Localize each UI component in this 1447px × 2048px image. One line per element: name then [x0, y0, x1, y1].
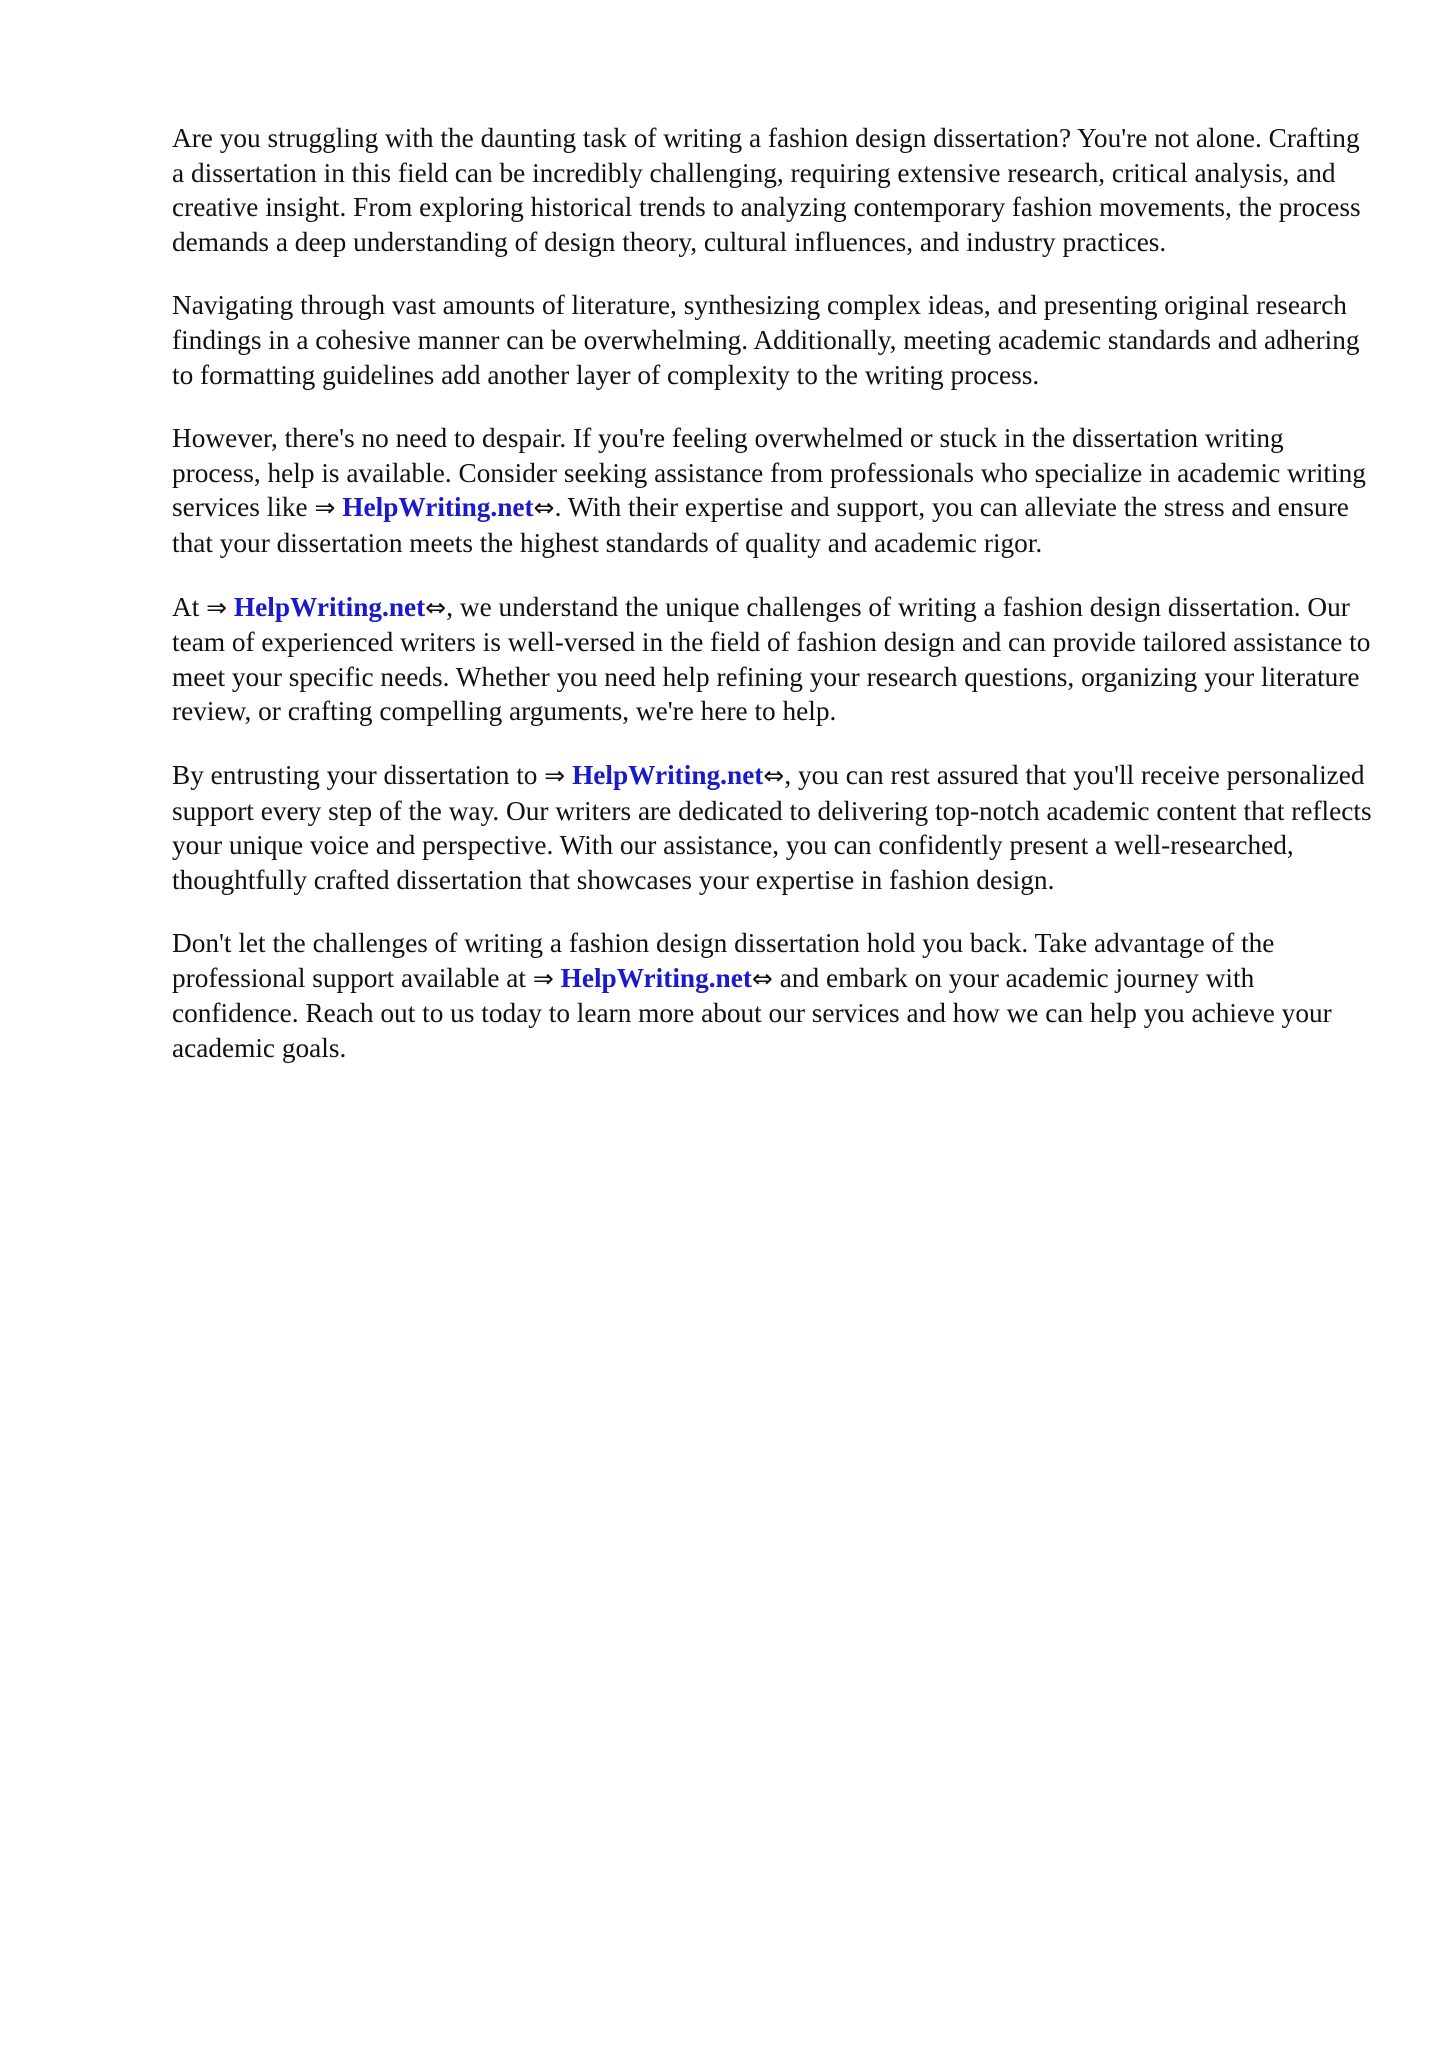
paragraph-closing: [172, 926, 1377, 1065]
paragraph-text-after: , we understand the unique challenges of writing a fashion design dissertation. Our team of experienced writers is well-versed in the field of fashion design and can provide tailored assistance to meet your specific needs. Whether you need help refining your research questions, organizing your literature review, or crafting compelling arguments, we're here to help.: [172, 591, 1371, 727]
double-arrow-icon: ⇔: [425, 592, 447, 622]
double-arrow-icon: ⇔: [533, 493, 555, 523]
helpwriting-link[interactable]: HelpWriting.net: [233, 591, 426, 622]
paragraph-text-after: and embark on your academic journey with confidence. Reach out to us today to learn more about our services and how we can help you achieve your academic goals.: [172, 962, 1332, 1064]
right-arrow-icon: ⇒: [544, 760, 566, 790]
double-arrow-icon: ⇔: [751, 963, 773, 993]
paragraph-text-before: At: [172, 591, 207, 622]
right-arrow-icon: ⇒: [314, 493, 336, 523]
helpwriting-link[interactable]: HelpWriting.net: [560, 962, 752, 993]
helpwriting-link[interactable]: HelpWriting.net: [342, 492, 534, 523]
double-arrow-icon: ⇔: [763, 760, 785, 790]
paragraph-challenges: [172, 288, 1377, 392]
paragraph-text-before: By entrusting your dissertation to: [172, 759, 545, 790]
paragraph-text-after: . With their expertise and support, you can alleviate the stress and ensure that your dissertation meets the highest standards of quality and academic rigor.: [172, 492, 1349, 558]
paragraph-text-before: Don't let the challenges of writing a fashion design dissertation hold you back. Take advantage of the professional support available at: [172, 928, 1275, 993]
paragraph-help-available: [172, 421, 1377, 560]
paragraph-text-after: , you can rest assured that you'll receive personalized support every step of the way. Our writers are dedicated to delivering top-notch academic content that reflects your unique voice and perspective. With our assistance, you can confidently present a well-researched, thoughtfully crafted dissertation that showcases your expertise in fashion design.: [172, 759, 1372, 895]
paragraph-text: Navigating through vast amounts of literature, synthesizing complex ideas, and presenting original research findings in a cohesive manner can be overwhelming. Additionally, meeting academic standards and adhering to formatting guidelines add another layer of complexity to the writing process.: [172, 290, 1360, 390]
paragraph-entrusting: [172, 758, 1377, 897]
right-arrow-icon: ⇒: [532, 963, 554, 993]
paragraph-intro: [172, 121, 1377, 259]
right-arrow-icon: ⇒: [206, 592, 228, 622]
paragraph-text-before: However, there's no need to despair. If you're feeling overwhelmed or stuck in the dissertation writing process, help is available. Consider seeking assistance from professionals who specialize in academic writing services like: [172, 423, 1366, 523]
paragraph-about-service: [172, 590, 1377, 729]
helpwriting-link[interactable]: HelpWriting.net: [572, 759, 764, 790]
document-body: [172, 121, 1377, 1095]
paragraph-text: Are you struggling with the daunting task of writing a fashion design dissertation? You're not alone. Crafting a dissertation in this field can be incredibly challenging, requiring extensive research, critical analysis, and creative insight. From exploring historical trends to analyzing contemporary fashion movements, the process demands a deep understanding of design theory, cultural influences, and industry practices.: [172, 123, 1361, 257]
